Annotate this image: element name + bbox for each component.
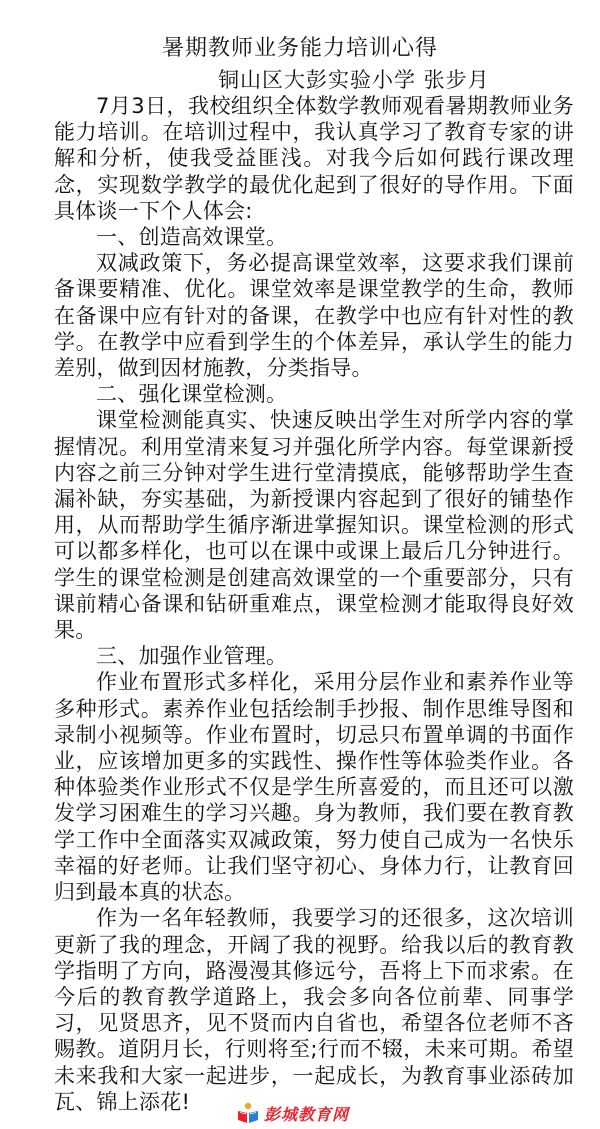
section-heading-2: 二、强化课堂检测。: [96, 382, 288, 407]
open-book-icon: [236, 1102, 260, 1124]
paragraph-section-1: 双减政策下，务必提高课堂效率，这要求我们课前备课要精准、优化。课堂效率是课堂教学的生命，教师在备课中应有针对的备课，在教学中也应有针对性的教学。在教学中应看到学生的个体差异，承认学生的能力差别，做到因材施教，分类指导。: [54, 251, 574, 381]
paragraph-section-3: 作业布置形式多样化，采用分层作业和素养作业等多种形式。素养作业包括绘制手抄报、制作思维导图和录制小视频等。作业布置时，切忌只布置单调的书面作业，应该增加更多的实践性、操作性等体验类作业。各种体验类作业形式不仅是学生所喜爱的，而且还可以激发学习困难生的学习兴趣。身为教师，我们要在教育教学工作中全面落实双减政策，努力使自己成为一名快乐幸福的好老师。让我们坚守初心、身体力行，让教育回归到最本真的状态。: [54, 670, 574, 905]
paragraph-intro: 7月3日，我校组织全体数学教师观看暑期教师业务能力培训。在培训过程中，我认真学习了教育专家的讲解和分析，使我受益匪浅。对我今后如何践行课改理念，实现数学教学的最优化起到了很好的导作用。下面具体谈一下个人体会:: [54, 94, 574, 223]
section-heading-3: 三、加强作业管理。: [96, 644, 288, 669]
article-title: 暑期教师业务能力培训心得: [161, 36, 438, 61]
watermark-text: 彭城教育网: [264, 1104, 350, 1124]
article-author: 铜山区大彭实验小学 张步月: [218, 68, 490, 92]
section-heading-1: 一、创造高效课堂。: [96, 225, 288, 250]
article-body: [54, 93, 574, 1115]
paragraph-conclusion: 作为一名年轻教师，我要学习的还很多，这次培训更新了我的理念，开阔了我的视野。给我以后的教育教学指明了方向，路漫漫其修远兮，吾将上下而求索。在今后的教育教学道路上，我会多向各位前辈、同事学习，见贤思齐，见不贤而内自省也，希望各位老师不吝赐教。道阴月长，行则将至;行而不辍，未来可期。希望未来我和大家一起进步，一起成长，为教育事业添砖加瓦、锦上添花!: [54, 906, 574, 1114]
paragraph-section-2: 课堂检测能真实、快速反映出学生对所学内容的掌握情况。利用堂清来复习并强化所学内容。每堂课新授内容之前三分钟对学生进行堂清摸底，能够帮助学生查漏补缺，夯实基础，为新授课内容起到了很好的铺垫作用，从而帮助学生循序渐进掌握知识。课堂检测的形式可以都多样化，也可以在课中或课上最后几分钟进行。学生的课堂检测是创建高效课堂的一个重要部分，只有课前精心备课和钻研重难点，课堂检测才能取得良好效果。: [54, 408, 574, 643]
watermark-logo: [236, 1101, 349, 1125]
